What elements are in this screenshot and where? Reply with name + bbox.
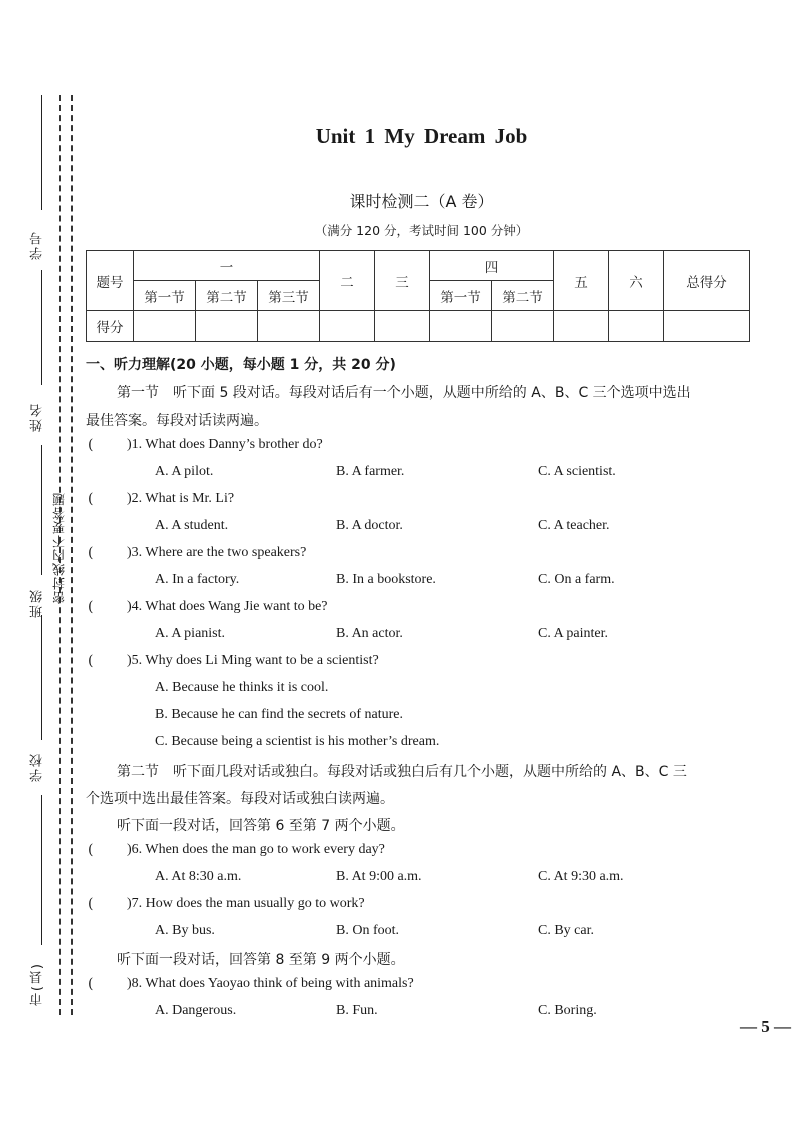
score-cell[interactable] xyxy=(554,311,609,342)
option-b[interactable]: B. An actor. xyxy=(336,626,403,641)
part-header: 六 xyxy=(609,251,664,311)
answer-paren[interactable]: ( xyxy=(88,491,94,507)
dialog-instruction: 听下面一段对话，回答第 8 至第 9 两个小题。 xyxy=(117,952,405,968)
option-a[interactable]: A. By bus. xyxy=(155,923,215,938)
part-header: 二 xyxy=(320,251,375,311)
section-header: 第三节 xyxy=(258,281,320,311)
option-c[interactable]: C. At 9:30 a.m. xyxy=(538,869,624,884)
section-header: 第一节 xyxy=(134,281,196,311)
answer-paren[interactable]: ( xyxy=(88,653,94,669)
test-subtitle: 课时检测二（A 卷） xyxy=(349,192,494,211)
city-label: 市(县) xyxy=(30,962,45,1007)
option-b[interactable]: B. A farmer. xyxy=(336,464,405,479)
part-header: 四 xyxy=(430,251,554,281)
section-header: 第二节 xyxy=(492,281,554,311)
question-text: )7. How does the man usually go to work? xyxy=(127,896,365,911)
part2-instructions-cont: 个选项中选出最佳答案。每段对话或独白读两遍。 xyxy=(86,791,394,807)
page-title: Unit 1 My Dream Job xyxy=(315,124,528,148)
option-a[interactable]: A. Dangerous. xyxy=(155,1003,237,1018)
score-cell[interactable] xyxy=(664,311,750,342)
option-c[interactable]: C. By car. xyxy=(538,923,594,938)
student-id-label: 学号 xyxy=(30,230,45,260)
option-c[interactable]: C. Because being a scientist is his mother’s dream. xyxy=(155,734,440,749)
margin-rule xyxy=(41,615,42,740)
section-header: 第二节 xyxy=(196,281,258,311)
answer-paren[interactable]: ( xyxy=(88,896,94,912)
question-text: )1. What does Danny’s brother do? xyxy=(127,437,323,452)
margin-rule xyxy=(41,270,42,385)
question-text: )5. Why does Li Ming want to be a scientist? xyxy=(127,653,379,668)
score-cell[interactable] xyxy=(430,311,492,342)
option-a[interactable]: A. In a factory. xyxy=(155,572,240,587)
question-text: )2. What is Mr. Li? xyxy=(127,491,235,506)
option-b[interactable]: B. Because he can find the secrets of nature. xyxy=(155,707,404,722)
name-label: 姓名 xyxy=(30,402,45,432)
section-header: 第一节 xyxy=(430,281,492,311)
option-a[interactable]: A. A student. xyxy=(155,518,229,533)
option-a[interactable]: A. A pianist. xyxy=(155,626,226,641)
part2-instructions: 第二节 听下面几段对话或独白。每段对话或独白后有几个小题，从题中所给的 A、B、C 三 xyxy=(117,764,687,780)
margin-rule xyxy=(41,795,42,945)
page-number: — 5 — xyxy=(740,1017,791,1036)
option-a[interactable]: A. At 8:30 a.m. xyxy=(155,869,242,884)
part1-instructions: 第一节 听下面 5 段对话。每段对话后有一个小题，从题中所给的 A、B、C 三个选项中选出 xyxy=(117,385,691,401)
option-b[interactable]: B. At 9:00 a.m. xyxy=(336,869,422,884)
answer-paren[interactable]: ( xyxy=(88,545,94,561)
seal-notice: 密封线内不要答题 xyxy=(53,492,68,604)
option-c[interactable]: C. A teacher. xyxy=(538,518,610,533)
dialog-instruction: 听下面一段对话，回答第 6 至第 7 两个小题。 xyxy=(117,818,405,834)
question-text: )4. What does Wang Jie want to be? xyxy=(127,599,328,614)
question-no-header: 题号 xyxy=(87,251,134,311)
option-c[interactable]: C. A painter. xyxy=(538,626,608,641)
score-table xyxy=(86,250,750,342)
answer-paren[interactable]: ( xyxy=(88,842,94,858)
question-text: )6. When does the man go to work every day? xyxy=(127,842,385,857)
score-cell[interactable] xyxy=(196,311,258,342)
option-a[interactable]: A. Because he thinks it is cool. xyxy=(155,680,329,695)
question-text: )3. Where are the two speakers? xyxy=(127,545,307,560)
option-b[interactable]: B. A doctor. xyxy=(336,518,403,533)
option-c[interactable]: C. On a farm. xyxy=(538,572,615,587)
score-time-note: （满分 120 分，考试时间 100 分钟） xyxy=(314,223,529,238)
option-c[interactable]: C. Boring. xyxy=(538,1003,597,1018)
score-cell[interactable] xyxy=(134,311,196,342)
question-text: )8. What does Yaoyao think of being with animals? xyxy=(127,976,414,991)
option-c[interactable]: C. A scientist. xyxy=(538,464,616,479)
answer-paren[interactable]: ( xyxy=(88,599,94,615)
part-header: 五 xyxy=(554,251,609,311)
part1-instructions-cont: 最佳答案。每段对话读两遍。 xyxy=(86,413,268,429)
score-cell[interactable] xyxy=(320,311,375,342)
part-header: 三 xyxy=(375,251,430,311)
option-b[interactable]: B. On foot. xyxy=(336,923,399,938)
part-header: 一 xyxy=(134,251,320,281)
option-a[interactable]: A. A pilot. xyxy=(155,464,214,479)
option-b[interactable]: B. In a bookstore. xyxy=(336,572,436,587)
margin-rule xyxy=(41,445,42,575)
class-label: 班级 xyxy=(30,588,45,618)
score-cell[interactable] xyxy=(258,311,320,342)
option-b[interactable]: B. Fun. xyxy=(336,1003,378,1018)
score-cell[interactable] xyxy=(609,311,664,342)
answer-paren[interactable]: ( xyxy=(88,437,94,453)
total-score-header: 总得分 xyxy=(664,251,750,311)
score-cell[interactable] xyxy=(375,311,430,342)
answer-paren[interactable]: ( xyxy=(88,976,94,992)
school-label: 学校 xyxy=(30,752,45,782)
score-row-label: 得分 xyxy=(87,311,134,342)
score-cell[interactable] xyxy=(492,311,554,342)
section-heading: 一、听力理解(20 小题，每小题 1 分，共 20 分) xyxy=(86,357,396,373)
